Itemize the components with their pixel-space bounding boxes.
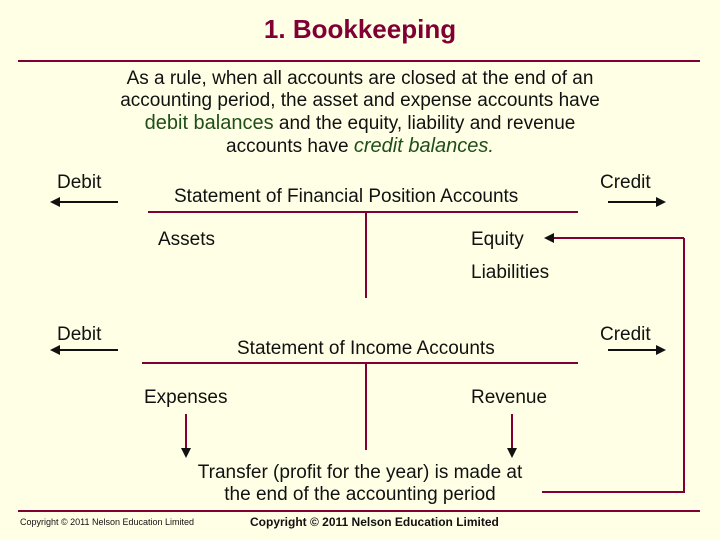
sfp-heading: Statement of Financial Position Accounts <box>174 186 519 207</box>
credit-balances-text: credit balances. <box>353 135 494 157</box>
intro-line-2: accounting period, the asset and expense accounts have <box>120 90 600 111</box>
footer-divider <box>18 510 700 512</box>
intro-line-4-start: accounts have <box>226 136 354 157</box>
footer-copyright-center: Copyright © 2011 Nelson Education Limited <box>250 515 499 529</box>
income-heading: Statement of Income Accounts <box>237 338 495 359</box>
page-title: 1. Bookkeeping <box>263 14 457 44</box>
transfer-line-2: the end of the accounting period <box>224 484 496 505</box>
intro-line-3-rest: and the equity, liability and revenue <box>273 113 576 134</box>
assets-label: Assets <box>158 229 216 250</box>
debit-balances-text: debit balances <box>144 112 274 134</box>
equity-label: Equity <box>471 229 524 250</box>
sfp-debit-label: Debit <box>57 172 102 193</box>
income-credit-label: Credit <box>600 324 651 345</box>
transfer-note <box>140 462 580 506</box>
liabilities-label: Liabilities <box>471 262 550 283</box>
transfer-line-1: Transfer (profit for the year) is made at <box>197 462 523 483</box>
revenue-label: Revenue <box>471 387 548 408</box>
sfp-credit-label: Credit <box>600 172 651 193</box>
intro-line-1: As a rule, when all accounts are closed at the end of an <box>126 68 594 89</box>
expenses-label: Expenses <box>144 387 228 408</box>
closing-to-equity-connector <box>542 238 684 492</box>
footer-copyright-left: Copyright © 2011 Nelson Education Limited <box>20 517 195 527</box>
income-debit-label: Debit <box>57 324 102 345</box>
